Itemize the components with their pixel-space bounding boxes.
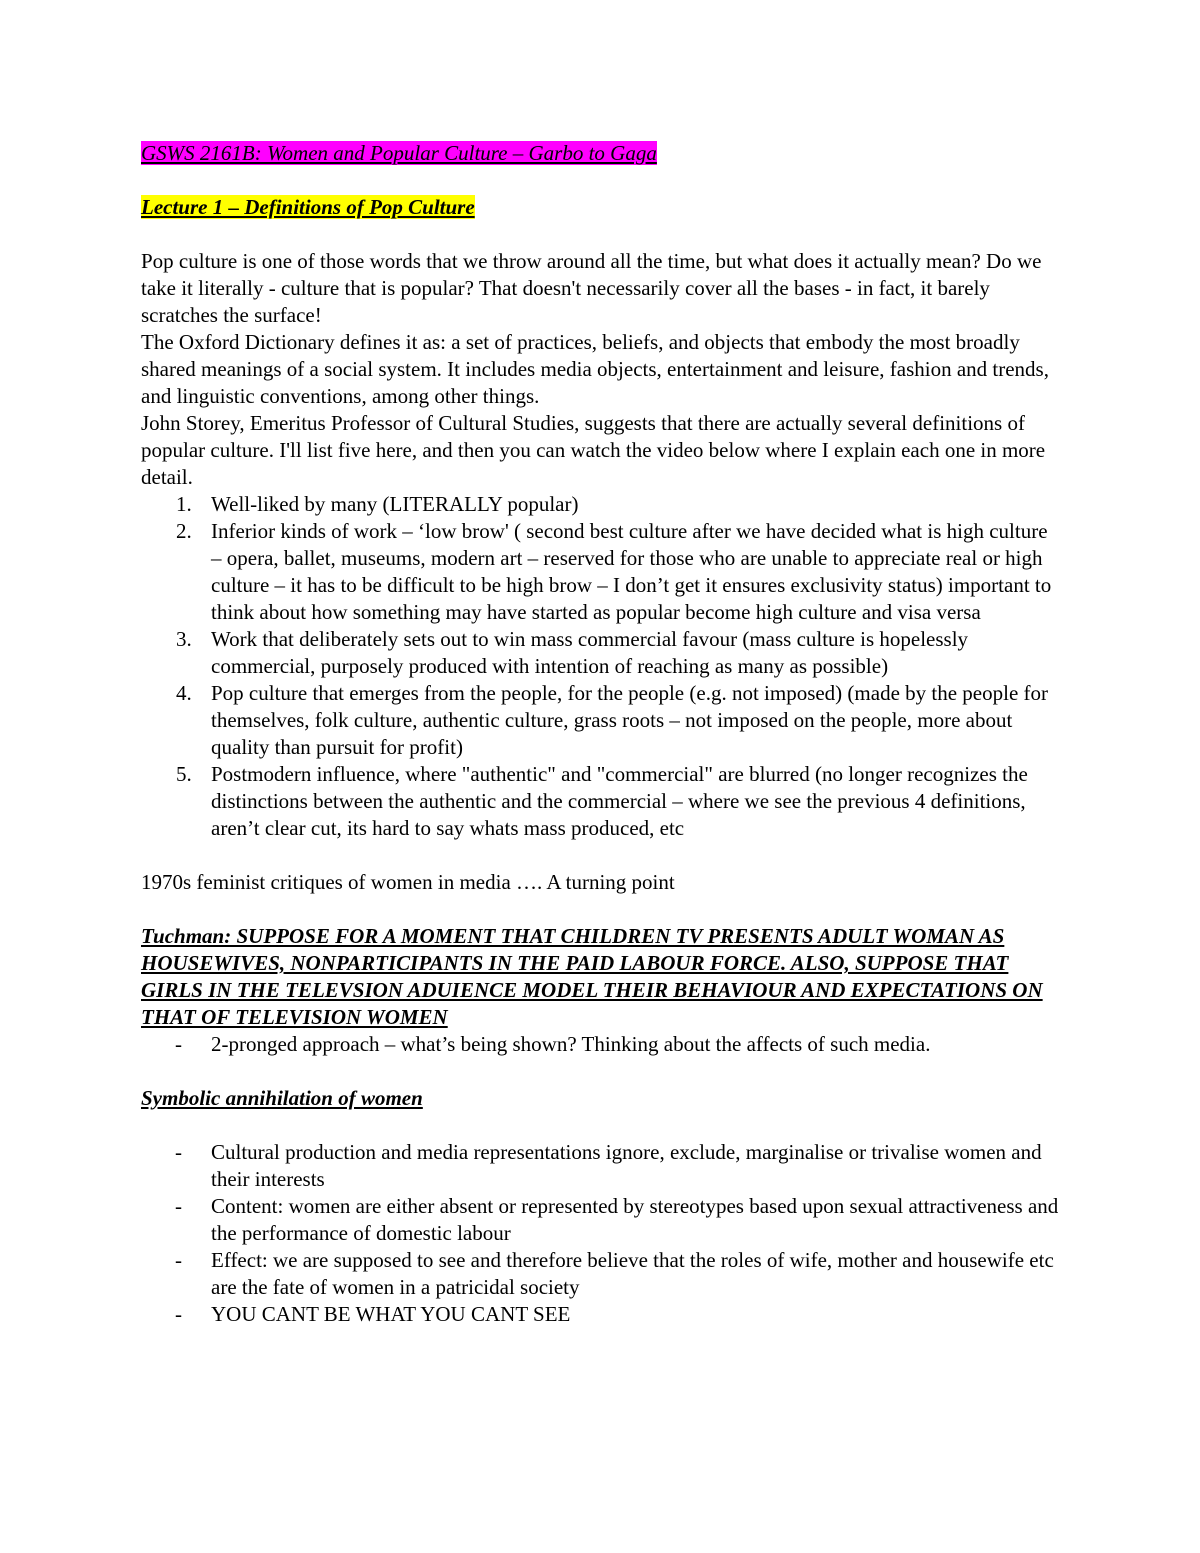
list-item bbox=[141, 1301, 1061, 1328]
dash-marker: - bbox=[175, 1140, 182, 1164]
list-item bbox=[141, 1031, 1061, 1058]
document-page bbox=[141, 140, 1061, 1328]
list-item-text: 2-pronged approach – what’s being shown? Thinking about the affects of such media. bbox=[211, 1032, 931, 1056]
lecture-title: Lecture 1 – Definitions of Pop Culture bbox=[141, 195, 475, 219]
storey-paragraph: John Storey, Emeritus Professor of Cultural Studies, suggests that there are actually several definitions of popular culture. I'll list five here, and then you can watch the video below where I explain each one in more detail. bbox=[141, 411, 1046, 489]
list-item-text: YOU CANT BE WHAT YOU CANT SEE bbox=[211, 1302, 571, 1326]
tuchman-quote: Tuchman: SUPPOSE FOR A MOMENT THAT CHILDREN TV PRESENTS ADULT WOMAN AS HOUSEWIVES, NONPARTICIPANTS IN THE PAID LABOUR FORCE. ALSO, SUPPOSE THAT GIRLS IN THE TELEVSION ADUIENCE MODEL THEIR BEHAVIOUR AND EXPECTATIONS ON THAT OF TELEVISION WOMEN bbox=[141, 924, 1043, 1029]
oxford-definition-paragraph: The Oxford Dictionary defines it as: a set of practices, beliefs, and objects that embody the most broadly shared meanings of a social system. It includes media objects, entertainment and leisure, fashion and trends, and linguistic conventions, among other things. bbox=[141, 330, 1049, 408]
list-item-text: Content: women are either absent or represented by stereotypes based upon sexual attractiveness and the performance of domestic labour bbox=[211, 1194, 1059, 1245]
lecture-title-line bbox=[141, 194, 1061, 221]
dash-marker: - bbox=[175, 1302, 182, 1326]
list-item-text: Pop culture that emerges from the people, for the people (e.g. not imposed) (made by the people for themselves, folk culture, authentic culture, grass roots – not imposed on the people, more about quality than pursuit for profit) bbox=[211, 681, 1049, 759]
list-item bbox=[141, 1193, 1061, 1247]
list-item bbox=[141, 761, 1061, 842]
list-item bbox=[141, 626, 1061, 680]
list-number: 4. bbox=[176, 681, 192, 705]
turning-point-line: 1970s feminist critiques of women in media …. A turning point bbox=[141, 870, 675, 894]
list-item bbox=[141, 680, 1061, 761]
intro-paragraph: Pop culture is one of those words that we throw around all the time, but what does it actually mean? Do we take it literally - culture that is popular? That doesn't necessarily cover all the bases - in fact, it barely scratches the surface! bbox=[141, 249, 1042, 327]
list-number: 5. bbox=[176, 762, 192, 786]
dash-marker: - bbox=[175, 1248, 182, 1272]
list-item bbox=[141, 518, 1061, 626]
course-title: GSWS 2161B: Women and Popular Culture – Garbo to Gaga bbox=[141, 141, 657, 165]
definitions-list bbox=[141, 491, 1061, 842]
dash-marker: - bbox=[175, 1194, 182, 1218]
dash-marker: - bbox=[175, 1032, 182, 1056]
list-number: 3. bbox=[176, 627, 192, 651]
list-item-text: Effect: we are supposed to see and therefore believe that the roles of wife, mother and housewife etc are the fate of women in a patricidal society bbox=[211, 1248, 1054, 1299]
list-number: 2. bbox=[176, 519, 192, 543]
course-title-line bbox=[141, 140, 1061, 167]
list-item-text: Postmodern influence, where "authentic" and "commercial" are blurred (no longer recognizes the distinctions between the authentic and the commercial – where we see the previous 4 definitions, aren’t clear cut, its hard to say whats mass produced, etc bbox=[211, 762, 1028, 840]
list-item-text: Well-liked by many (LITERALLY popular) bbox=[211, 492, 579, 516]
list-item bbox=[141, 491, 1061, 518]
spacer bbox=[141, 896, 1061, 923]
list-number: 1. bbox=[176, 492, 192, 516]
section-heading: Symbolic annihilation of women bbox=[141, 1086, 423, 1110]
list-item-text: Inferior kinds of work – ‘low brow' ( second best culture after we have decided what is high culture – opera, ballet, museums, modern art – reserved for those who are unable to appreciate real or high culture – it has to be difficult to be high brow – I don’t get it ensures exclusivity status) important to think about how something may have started as popular become high culture and visa versa bbox=[211, 519, 1052, 624]
list-item-text: Work that deliberately sets out to win mass commercial favour (mass culture is hopelessly commercial, purposely produced with intention of reaching as many as possible) bbox=[211, 627, 969, 678]
list-item-text: Cultural production and media representations ignore, exclude, marginalise or trivalise women and their interests bbox=[211, 1140, 1042, 1191]
spacer bbox=[141, 842, 1061, 869]
spacer bbox=[141, 1058, 1061, 1085]
list-item bbox=[141, 1247, 1061, 1301]
list-item bbox=[141, 1139, 1061, 1193]
spacer bbox=[141, 1112, 1061, 1139]
symbolic-points bbox=[141, 1139, 1061, 1328]
tuchman-points bbox=[141, 1031, 1061, 1058]
